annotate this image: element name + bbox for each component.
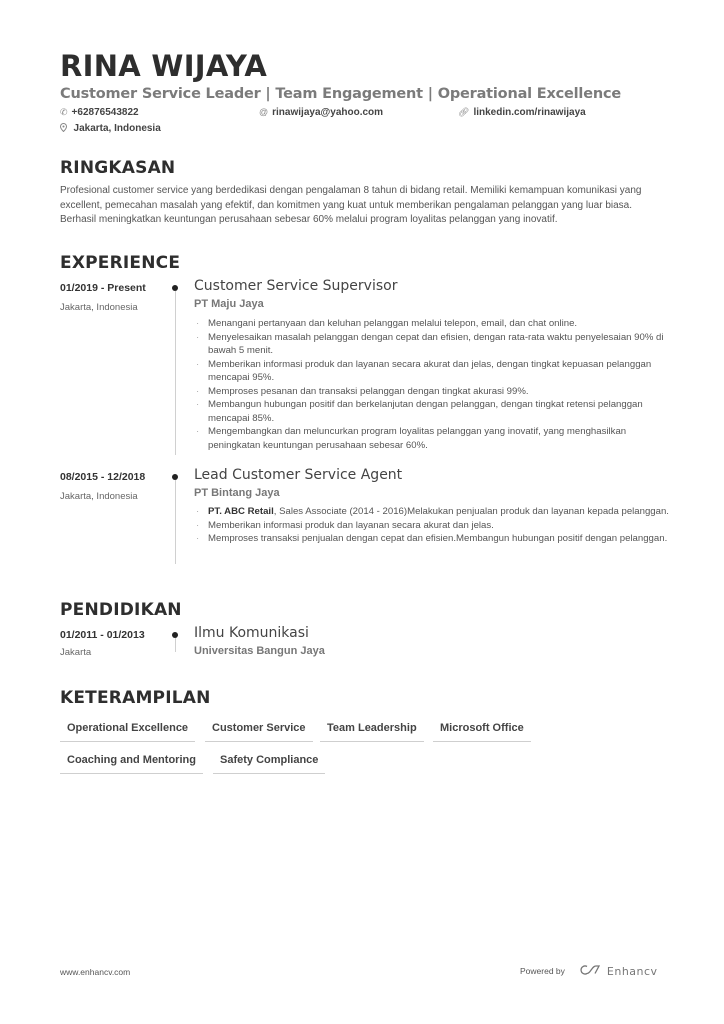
job-location: Jakarta, Indonesia <box>60 491 138 502</box>
job-company: PT Maju Jaya <box>194 298 264 310</box>
job-title: Customer Service Supervisor <box>194 278 398 294</box>
job-dates: 08/2015 - 12/2018 <box>60 471 146 483</box>
skill-tag: Operational Excellence <box>60 721 195 742</box>
bullet-item: · Menangani pertanyaan dan keluhan pelanggan melalui telepon, email, dan chat online. <box>196 317 670 331</box>
contact-phone <box>60 105 139 120</box>
education-title: PENDIDIKAN <box>60 600 182 620</box>
skill-tag: Safety Compliance <box>213 753 325 774</box>
bullet-item <box>196 505 670 519</box>
location-text: Jakarta, Indonesia <box>73 123 161 134</box>
email-text[interactable]: rinawijaya@yahoo.com <box>272 107 384 118</box>
timeline-line <box>175 638 176 652</box>
phone-text: +62876543822 <box>71 107 139 118</box>
bullet-text: , Sales Associate (2014 - 2016)Melakukan penjualan produk dan layanan kepada pelanggan. <box>273 506 669 517</box>
skills-title: KETERAMPILAN <box>60 688 211 708</box>
bullet-item: · Membangun hubungan positif dan berkelanjutan dengan pelanggan, dengan tingkat retensi pelanggan mencapai 85%. <box>196 398 670 425</box>
skill-tag: Team Leadership <box>320 721 424 742</box>
job-dates: 01/2019 - Present <box>60 282 146 294</box>
edu-dates: 01/2011 - 01/2013 <box>60 629 145 641</box>
contact-linkedin[interactable] <box>458 105 586 120</box>
edu-location: Jakarta <box>60 647 92 658</box>
contact-email[interactable] <box>259 105 383 120</box>
job-company: PT Bintang Jaya <box>194 487 280 499</box>
skill-tag: Microsoft Office <box>433 721 531 742</box>
enhancv-logo-icon <box>579 964 601 978</box>
footer-branding <box>520 964 658 978</box>
edu-degree: Ilmu Komunikasi <box>194 625 309 641</box>
job-location: Jakarta, Indonesia <box>60 302 138 313</box>
summary-title: RINGKASAN <box>60 158 176 178</box>
skill-tag: Customer Service <box>205 721 313 742</box>
bullet-item: · Menyelesaikan masalah pelanggan dengan cepat dan efisien, dengan rata-rata waktu penyelesaian 90% di bawah 5 menit. <box>196 331 670 358</box>
summary-text: Profesional customer service yang berdedikasi dengan pengalaman 8 tahun di bidang retail. Memiliki kemampuan komunikasi yang excellent, pemecahan masalah yang efektif, dan komitmen yang kuat untuk memberikan pengalaman pelanggan yang luar biasa. Berhasil meningkatkan keuntungan perusahaan sebesar 60% melalui program loyalitas pelanggan yang inovatif. <box>60 185 642 225</box>
edu-school: Universitas Bangun Jaya <box>194 645 325 657</box>
contact-location <box>60 121 161 136</box>
footer-website[interactable]: www.enhancv.com <box>60 967 131 977</box>
map-pin-icon <box>60 123 70 133</box>
timeline-line <box>175 291 176 455</box>
job-bullets <box>196 505 670 546</box>
phone-icon: ✆ <box>60 107 68 117</box>
headline: Customer Service Leader | Team Engagement | Operational Excellence <box>60 86 621 102</box>
bullet-item: · Memproses pesanan dan transaksi pelanggan dengan tingkat akurasi 99%. <box>196 385 670 399</box>
brand-name: Enhancv <box>606 964 658 978</box>
powered-by-text: Powered by <box>520 966 565 976</box>
bullet-item: · Mengembangkan dan meluncurkan program loyalitas pelanggan yang inovatif, yang menghasilkan peningkatan keuntungan perusahaan sebesar 60%. <box>196 425 670 452</box>
candidate-name: RINA WIJAYA <box>60 49 268 83</box>
job-title: Lead Customer Service Agent <box>194 467 403 483</box>
at-icon: @ <box>259 107 269 117</box>
linkedin-text[interactable]: linkedin.com/rinawijaya <box>473 107 586 118</box>
bullet-item: · Memberikan informasi produk dan layanan secara akurat dan jelas. <box>196 519 670 533</box>
skill-tag: Coaching and Mentoring <box>60 753 203 774</box>
job-bullets <box>196 317 670 452</box>
bullet-bold: PT. ABC Retail <box>208 506 274 517</box>
timeline-line <box>175 480 176 564</box>
link-icon: 🔗︎ <box>458 107 470 117</box>
experience-title: EXPERIENCE <box>60 253 181 273</box>
bullet-item: · Memproses transaksi penjualan dengan cepat dan efisien.Membangun hubungan positif dengan pelanggan. <box>196 532 670 546</box>
bullet-item: · Memberikan informasi produk dan layanan secara akurat dan jelas, dengan tingkat kepuasan pelanggan mencapai 95%. <box>196 358 670 385</box>
